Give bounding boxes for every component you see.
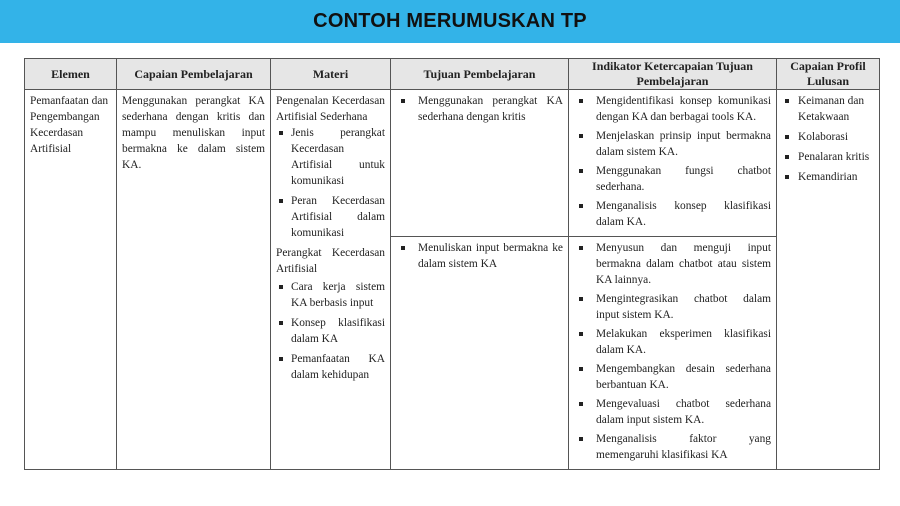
capaian-text: Menggunakan perangkat KA sederhana dengan kritis dan mampu menuliskan input bermakna ke dalam sistem KA.: [122, 95, 265, 171]
title-banner: [0, 0, 900, 43]
list-item: Mengembangkan desain sederhana berbantuan KA.: [574, 361, 771, 393]
list-item: Menjelaskan prinsip input bermakna dalam sistem KA.: [574, 128, 771, 160]
header-capaian-profil: Capaian Profil Lulusan: [777, 59, 880, 90]
cell-indikator-1: [569, 90, 777, 237]
list-item: Menganalisis faktor yang memengaruhi klasifikasi KA: [574, 431, 771, 463]
list-item: Melakukan eksperimen klasifikasi dalam KA.: [574, 326, 771, 358]
slide-title: CONTOH MERUMUSKAN TP: [313, 10, 587, 32]
materi-group1-list: [276, 125, 385, 241]
list-item: Mengevaluasi chatbot sederhana dalam input sistem KA.: [574, 396, 771, 428]
list-item: Jenis perangkat Kecerdasan Artifisial untuk komunikasi: [278, 125, 385, 189]
list-item: Cara kerja sistem KA berbasis input: [278, 279, 385, 311]
tp-table: [24, 58, 880, 470]
elemen-text: Pemanfaatan dan Pengembangan Kecerdasan Artifisial: [30, 95, 109, 155]
header-capaian-pembelajaran: Capaian Pembelajaran: [117, 59, 271, 90]
list-item: Peran Kecerdasan Artifisial dalam komunikasi: [278, 193, 385, 241]
cell-elemen: [25, 90, 117, 470]
materi-group2-list: [276, 279, 385, 383]
list-item: Menyusun dan menguji input bermakna dalam chatbot atau sistem KA lainnya.: [574, 240, 771, 288]
list-item: Keimanan dan Ketakwaan: [782, 93, 874, 125]
list-item: Menggunakan perangkat KA sederhana dengan kritis: [396, 93, 563, 125]
cell-indikator-2: [569, 237, 777, 470]
header-elemen: Elemen: [25, 59, 117, 90]
list-item: Menganalisis konsep klasifikasi dalam KA.: [574, 198, 771, 230]
list-item: Kemandirian: [782, 169, 874, 185]
materi-group1-title: Pengenalan Kecerdasan Artifisial Sederhana: [276, 95, 385, 123]
cell-capaian: [117, 90, 271, 470]
tujuan-list-2: [396, 240, 563, 272]
cell-tujuan-2: [391, 237, 569, 470]
cell-tujuan-1: [391, 90, 569, 237]
profil-list: [782, 93, 874, 185]
list-item: Pemanfaatan KA dalam kehidupan: [278, 351, 385, 383]
header-row: [25, 59, 880, 90]
header-indikator: Indikator Ketercapaian Tujuan Pembelajaran: [569, 59, 777, 90]
indikator-list-2: [574, 240, 771, 463]
list-item: Kolaborasi: [782, 129, 874, 145]
list-item: Mengidentifikasi konsep komunikasi dengan KA dan berbagai tools KA.: [574, 93, 771, 125]
materi-group2-title: Perangkat Kecerdasan Artifisial: [276, 247, 385, 275]
list-item: Menuliskan input bermakna ke dalam sistem KA: [396, 240, 563, 272]
indikator-list-1: [574, 93, 771, 230]
table-row: [25, 90, 880, 237]
header-tujuan-pembelajaran: Tujuan Pembelajaran: [391, 59, 569, 90]
cell-profil: [777, 90, 880, 470]
list-item: Penalaran kritis: [782, 149, 874, 165]
list-item: Mengintegrasikan chatbot dalam input sistem KA.: [574, 291, 771, 323]
list-item: Menggunakan fungsi chatbot sederhana.: [574, 163, 771, 195]
header-materi: Materi: [271, 59, 391, 90]
cell-materi: [271, 90, 391, 470]
tujuan-list-1: [396, 93, 563, 125]
list-item: Konsep klasifikasi dalam KA: [278, 315, 385, 347]
